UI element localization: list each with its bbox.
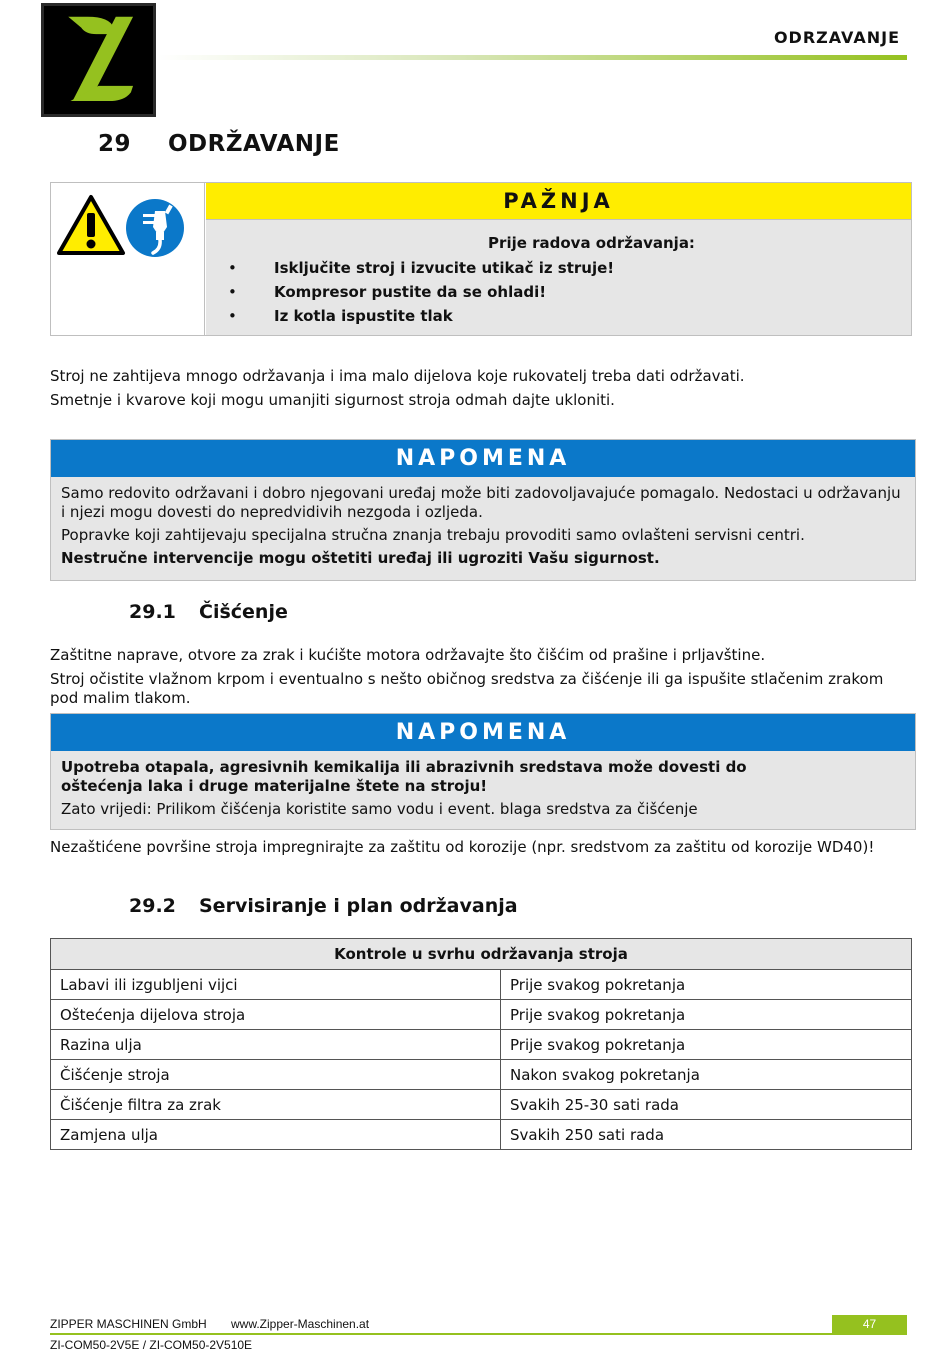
subsection-number: 29.1: [129, 601, 176, 623]
intro-paragraph-2: Smetnje i kvarove koji mogu umanjiti sigurnost stroja odmah dajte ukloniti.: [50, 391, 615, 409]
footer-url[interactable]: www.Zipper-Maschinen.at: [231, 1317, 370, 1331]
note-paragraph: Samo redovito održavani i dobro njegovani uređaj može biti zadovoljavajuće pomagalo. Nedostaci u održavanju i njezi mogu dovesti do nepredvidivih nezgoda i ozljeda.: [61, 484, 901, 521]
table-header: Kontrole u svrhu održavanja stroja: [51, 939, 912, 970]
warning-item: • Kompresor pustite da se ohladi!: [228, 282, 614, 306]
footer-model: ZI-COM50-2V5E / ZI-COM50-2V510E: [50, 1338, 253, 1352]
warning-list: [228, 258, 614, 330]
note-title: NAPOMENA: [51, 440, 915, 477]
note-paragraph-bold: Nestručne intervencije mogu oštetiti uređaj ili ugroziti Vašu sigurnost.: [61, 549, 660, 567]
warning-triangle-icon: [59, 197, 123, 253]
disconnect-plug-icon: [126, 199, 184, 257]
table-cell-task: Razina ulja: [51, 1030, 501, 1060]
intro-paragraph-1: Stroj ne zahtijeva mnogo održavanja i ima malo dijelova koje rukovatelj treba dati održavati.: [50, 367, 745, 385]
table-cell-task: Zamjena ulja: [51, 1120, 501, 1150]
table-row: [51, 1120, 912, 1150]
table-row: [51, 1060, 912, 1090]
header-title: ODRZAVANJE: [773, 28, 900, 47]
maintenance-table: [50, 938, 912, 1150]
subsection-heading-cleaning: [129, 601, 288, 623]
subsection-title: Čišćenje: [199, 601, 288, 623]
table-cell-interval: Svakih 250 sati rada: [501, 1120, 912, 1150]
cleaning-paragraph-2: Stroj očistite vlažnom krpom i eventualno s nešto običnog sredstva za čišćenje ili ga ispušite stlačenim zrakom pod malim tlakom.: [50, 670, 884, 707]
note-box-1: [50, 439, 916, 581]
note-box-2: [50, 713, 916, 830]
note-body: [51, 751, 915, 833]
subsection-title: Servisiranje i plan održavanja: [199, 895, 518, 917]
header-rule: [158, 55, 907, 60]
table-header-row: [51, 939, 912, 970]
note-title: NAPOMENA: [51, 714, 915, 751]
table-cell-task: Čišćenje filtra za zrak: [51, 1090, 501, 1120]
footer-company: ZIPPER MASCHINEN GmbH: [50, 1317, 207, 1331]
table-cell-task: Labavi ili izgubljeni vijci: [51, 970, 501, 1000]
subsection-heading-service: [129, 895, 518, 917]
note-paragraph: Popravke koji zahtijevaju specijalna stručna znanja trebaju provoditi samo ovlašteni servisni centri.: [61, 526, 805, 544]
footer-rule: [50, 1333, 907, 1335]
table-cell-task: Čišćenje stroja: [51, 1060, 501, 1090]
cleaning-paragraph-1: Zaštitne naprave, otvore za zrak i kućište motora održavajte što čišćim od prašine i prljavštine.: [50, 646, 766, 664]
table-row: [51, 1030, 912, 1060]
table-row: [51, 970, 912, 1000]
zipper-logo: [41, 3, 156, 117]
table-row: [51, 1000, 912, 1030]
corrosion-paragraph: Nezaštićene površine stroja impregnirajte za zaštitu od korozije (npr. sredstvom za zaštitu od korozije WD40)!: [50, 838, 875, 856]
note-body: [51, 477, 915, 582]
warning-icons: [51, 183, 205, 335]
section-title: ODRŽAVANJE: [168, 131, 340, 157]
table-cell-interval: Prije svakog pokretanja: [501, 970, 912, 1000]
section-number: 29: [98, 131, 132, 157]
warning-item: • Isključite stroj i izvucite utikač iz struje!: [228, 258, 614, 282]
zipper-z-icon: [44, 6, 153, 114]
warning-body: [206, 220, 911, 335]
table-cell-interval: Prije svakog pokretanja: [501, 1000, 912, 1030]
table-cell-interval: Nakon svakog pokretanja: [501, 1060, 912, 1090]
warning-item: • Iz kotla ispustite tlak: [228, 306, 614, 330]
table-cell-interval: Svakih 25-30 sati rada: [501, 1090, 912, 1120]
table-row: [51, 1090, 912, 1120]
warning-title: PAŽNJA: [206, 183, 911, 220]
table-cell-task: Oštećenja dijelova stroja: [51, 1000, 501, 1030]
table-cell-interval: Prije svakog pokretanja: [501, 1030, 912, 1060]
note-paragraph-bold: Upotreba otapala, agresivnih kemikalija ili abrazivnih sredstava može dovesti do oštećenja laka i druge materijalne štete na stroju!: [61, 758, 747, 795]
note-paragraph: Zato vrijedi: Prilikom čišćenja koristite samo vodu i event. blaga sredstva za čišćenje: [61, 800, 698, 818]
subsection-number: 29.2: [129, 895, 176, 917]
footer-page-number: 47: [832, 1315, 907, 1333]
warning-lead: Prije radova održavanja:: [488, 234, 695, 252]
section-heading: [98, 131, 340, 157]
warning-box: [50, 182, 912, 336]
